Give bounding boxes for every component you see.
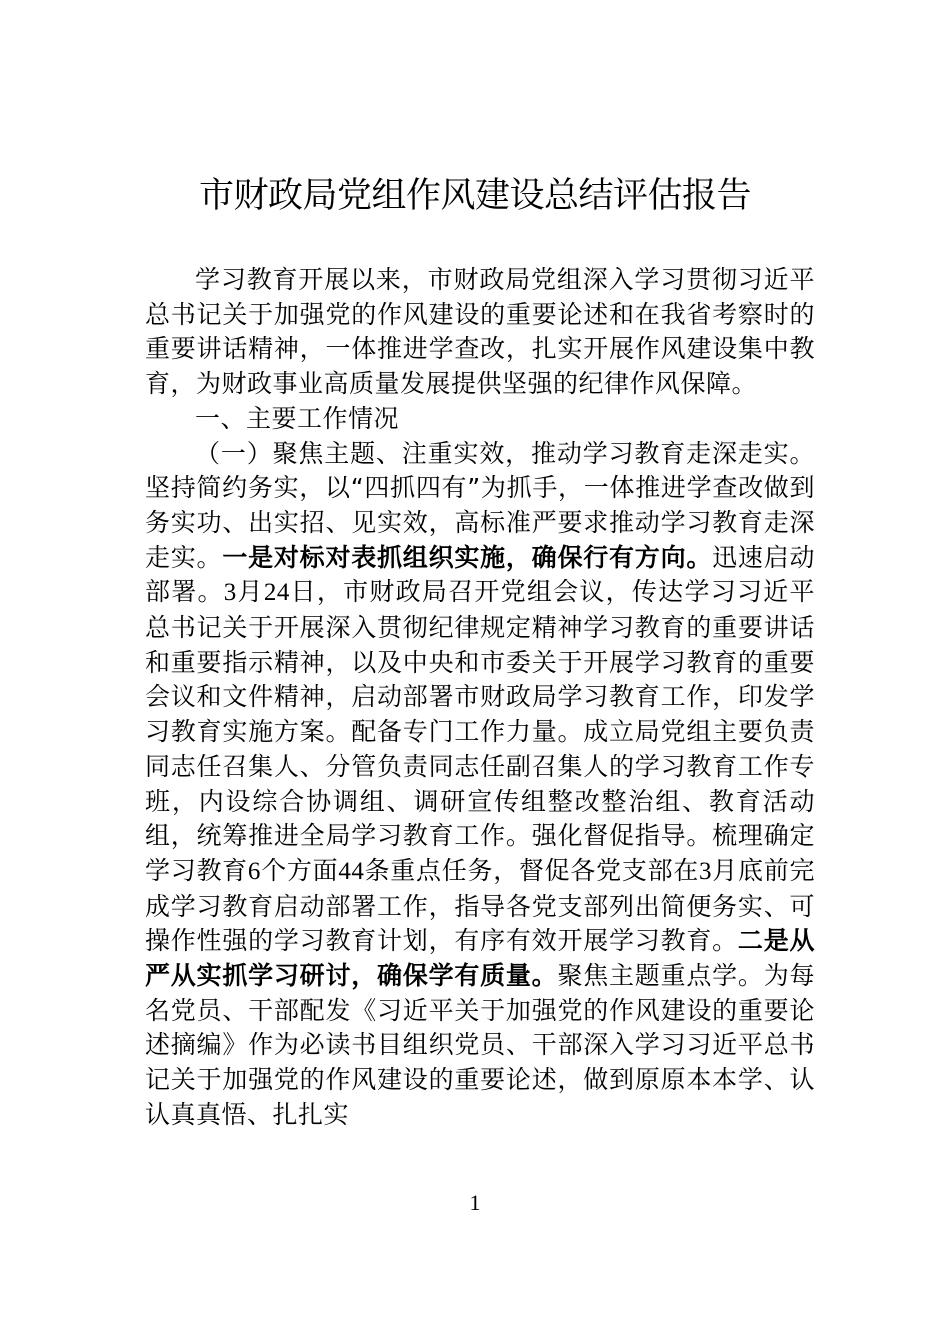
paragraph-text: （一）聚焦主题、注重实效，推动学习教育走深走实。坚持简约务实，以“四抓四有”为抓手，一体推进学查改做到务实功、出实招、见实效，高标准严要求推动学习教育走深走实。 (145, 438, 815, 572)
paragraph-text: 日，市财政局召开党组会议，传达学习习近平总书记关于开展深入贯彻纪律规定精神学习教育的重要讲话和重要指示精神，以及中央和市委关于开展学习教育的重要会议和文件精神，启动部署市财政局学习教育工作，印发学习教育实施方案。配备专门工作力量。成立局党组主要负责同志任召集人、分管负责同志任副召集人的学习教育工作专班，内设综合协调组、调研宣传组整改整治组、教育活动组，统筹推进全局学习教育工作。强化督促指导。梳理确定学习教育 (145, 577, 815, 885)
section-paragraph (145, 437, 815, 1133)
document-body (145, 263, 815, 1133)
page-number: 1 (469, 1190, 481, 1215)
date-day: 24 (263, 579, 290, 607)
paragraph-text: 聚焦主题重点学。为每名党员、干部配发《习近平关于加强党的作风建设的重要论述摘编》作为必读书目组织党员、干部深入学习习近平总书记关于加强党的作风建设的重要论述，做到原原本本学、认认真真悟、扎扎实 (145, 961, 815, 1129)
task-count: 44 (338, 857, 365, 885)
paragraph-text: 月底前完成学习教育启动部署工作，指导各党支部列出简便务实、可操作性强的学习教育计划，有序有效开展学习教育。 (145, 855, 815, 956)
bold-point-one: 一是对标对表抓组织实施，确保行有方向。 (222, 542, 713, 572)
paragraph-text: 迅速启动部署。 (145, 542, 815, 607)
date-month: 3 (223, 579, 237, 607)
paragraph-text: 条重点任务，督促各党支部在 (364, 855, 700, 885)
intro-paragraph: 学习教育开展以来，市财政局党组深入学习贯彻习近平总书记关于加强党的作风建设的重要论述和在我省考察时的重要讲话精神，一体推进学查改，扎实开展作风建设集中教育，为财政事业高质量发展提供坚强的纪律作风保障。 (145, 265, 815, 399)
paragraph-text: 月 (236, 577, 264, 607)
section-heading: 一、主要工作情况 (195, 403, 400, 433)
aspect-count: 6 (247, 857, 261, 885)
page-title: 市财政局党组作风建设总结评估报告 (198, 176, 751, 216)
bold-point-two: 二是从严从实抓学习研讨，确保学有质量。 (145, 926, 815, 991)
deadline-month: 3 (699, 857, 713, 885)
paragraph-text: 个方面 (260, 855, 339, 885)
